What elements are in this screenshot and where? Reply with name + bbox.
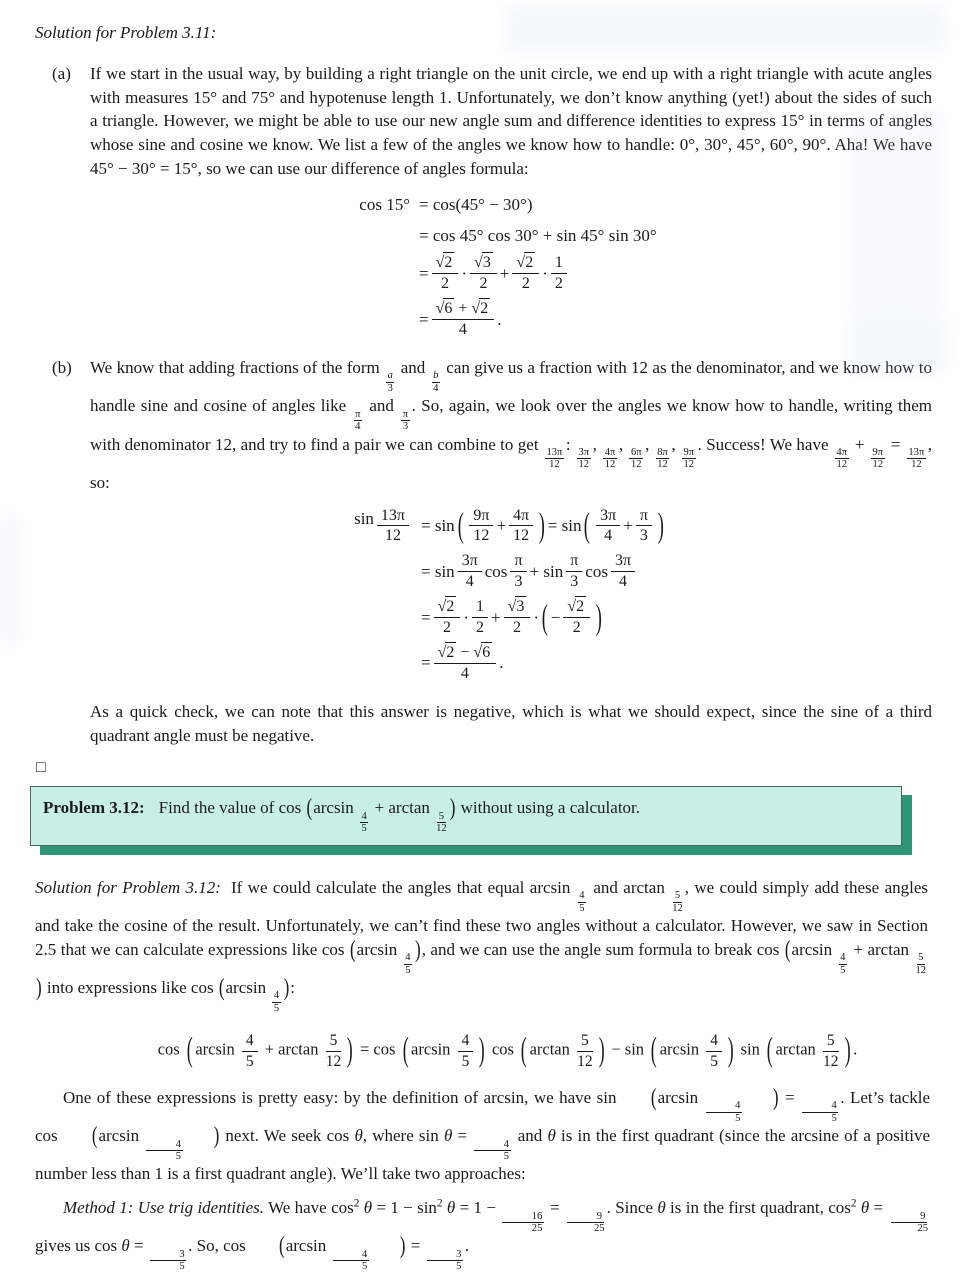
equation-rhs: = cos 45° cos 30° + sin 45° sin 30°	[419, 225, 657, 245]
equation-rhs: = sin ( 9π 12 + 4π 12 ) = sin ( 3π 4 + π 3 )	[421, 505, 664, 545]
equation-row	[338, 193, 960, 217]
easy-expression-paragraph: One of these expressions is pretty easy: by the definition of arcsin, we have sin (arcsin $\frac{4}{5}$ ) = $\frac{4}{5}$ . Let’s tackle cos (arcsin $\frac{4}{5}$ ) next. We seek cos θ, where sin θ = $\frac{4}{5}$ and θ is in the first quadrant (since the arcsine of a positive number less than 1 is a first quadrant angle). We’ll take two approaches:	[35, 1083, 931, 1184]
problem-label: Problem 3.12:	[43, 798, 145, 818]
equation-rhs: = √6 + √2 4 .	[419, 300, 502, 339]
equation-rhs: = √2 2 · 1 2 + √3 2 · ( − √2 2 )	[421, 597, 603, 637]
equation-rhs: = √2 − √6 4 .	[421, 643, 504, 682]
solution-312-heading: Solution for Problem 3.12:	[35, 877, 221, 897]
qed-square-icon: □	[36, 759, 46, 777]
problem-box	[30, 786, 902, 845]
solution-312-paragraph	[35, 876, 928, 1015]
part-a-paragraph	[52, 62, 932, 181]
scan-artifact	[0, 515, 20, 645]
part-b-text: We know that adding fractions of the form $\frac{a}{3}$ and $\frac{b}{4}$ can give us a fraction with 12 as the denominator, and we know how to handle sine and cosine of angles like $\frac{\pi}{4}$ and $\frac{\pi}{3}$ . So, again, we look over the angles we know how to handle, writing them with denominator 12, and try to find a pair we can combine to get $\frac{13\pi}{12}$ : $\frac{3\pi}{12}$ , $\frac{4\pi}{12}$ , $\frac{6\pi}{12}$ , $\frac{8\pi}{12}$ , $\frac{9\pi}{12}$ . Success! We have $\frac{4\pi}{12}$ + $\frac{9\pi}{12}$ = $\frac{13\pi}{12}$ , so:	[90, 358, 933, 492]
part-a-text: If we start in the usual way, by building a right triangle on the unit circle, we end up with a right triangle with acute angles with measures 15° and 75° and hypotenuse length 1. Unfortunately, we don’t know anything (yet!) about the sides of such a triangle. However, we might be able to use our new angle sum and difference identities to express 15° in terms of angles whose sine and cosine we know. We list a few of the angles we know how to handle: 0°, 30°, 45°, 60°, 90°. Aha! We have 45° − 30° = 15°, so we can use our difference of angles formula:	[90, 63, 932, 178]
equation-block-cos15	[338, 193, 960, 339]
equation-row	[330, 598, 960, 637]
equation-row	[338, 254, 960, 293]
equation-cos-sum-display: cos ( arcsin $\frac{4}{5}$ + arctan $\frac{5}{12}$ ) = cos ( arcsin $\frac{4}{5}$ ) cos ( arctan $\frac{5}{12}$ ) − sin ( arcsin $\frac{4}{5}$ ) sin ( arctan $\frac{5}{12}$ ) .	[157, 1029, 858, 1070]
equation-row	[330, 644, 960, 683]
quick-check-paragraph: As a quick check, we can note that this answer is negative, which is what we should expect, since the sine of a third quadrant angle must be negative.	[90, 701, 932, 745]
equation-rhs: = sin 3π 4 cos π 3 + sin π 3 cos 3π 4	[421, 552, 638, 591]
solution-311-heading: Solution for Problem 3.11:	[35, 23, 217, 42]
equation-row	[338, 224, 960, 248]
equation-lhs: cos 15°	[359, 194, 410, 214]
method-1-paragraph: Method 1: Use trig identities. We have $\cos^2 \theta = 1 - \sin^2 \theta = 1$ − $\frac{16}{25}$ = $\frac{9}{25}$ . Since θ is in the first quadrant, $\cos^2 \theta$ = $\frac{9}{25}$ gives us cos θ = $\frac{3}{5}$ . So, cos (arcsin $\frac{4}{5}$ ) = $\frac{3}{5}$ .	[35, 1197, 928, 1273]
equation-lhs: sin 13π 12	[330, 507, 412, 546]
solution-312-intro: If we could calculate the angles that equal arcsin $\frac{4}{5}$ and arctan $\frac{5}{12}$ , we could simply add these angles and take the cosine of the result. Unfortunately, we can’t find these two angles without a calculator. However, we saw in Section 2.5 that we can calculate expressions like cos (arcsin $\frac{4}{5}$ ), and we can use the angle sum formula to break cos (arcsin $\frac{4}{5}$ + arctan $\frac{5}{12}$ ) into expressions like cos (arcsin $\frac{4}{5}$ ):	[35, 877, 929, 1014]
equation-block-sin13pi12	[330, 507, 960, 683]
equation-row	[338, 300, 960, 339]
part-b-paragraph	[52, 356, 932, 495]
part-a-label: (a)	[52, 63, 71, 83]
equation-row	[330, 507, 960, 546]
problem-statement: Find the value of cos (arcsin $\frac{4}{5}$ + arctan $\frac{5}{12}$ ) without using a calculator.	[158, 794, 641, 835]
part-b-label: (b)	[52, 358, 72, 377]
equation-rhs: = cos(45° − 30°)	[419, 194, 533, 214]
equation-row	[330, 552, 960, 591]
equation-rhs: = √2 2 · √3 2 + √2 2 · 1 2	[419, 254, 570, 293]
